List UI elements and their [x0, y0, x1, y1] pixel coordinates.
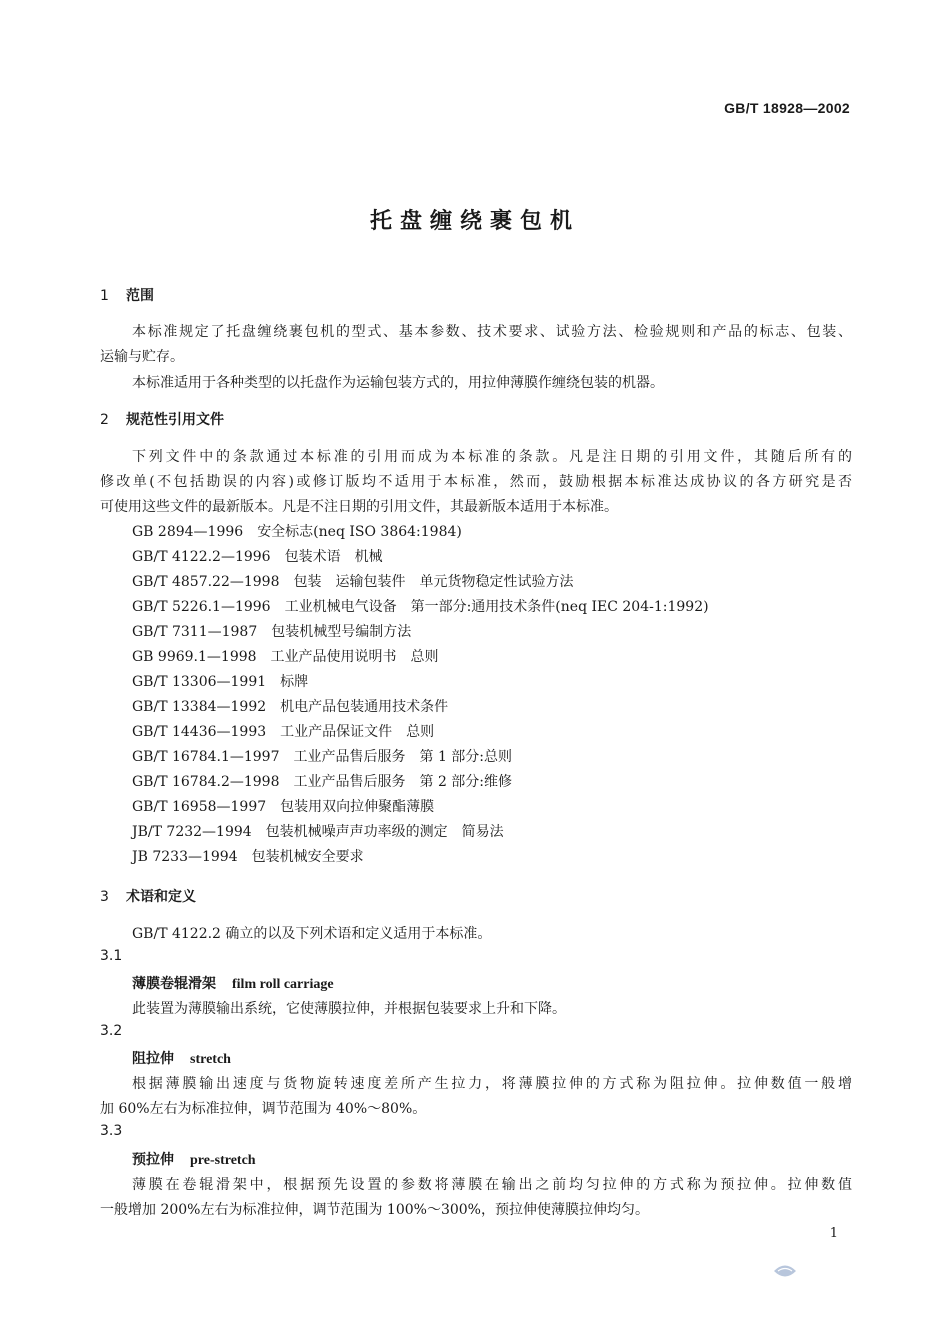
reference-item: GB/T 7311—1987 包装机械型号编制方法 — [132, 624, 412, 640]
section-title: 范围 — [126, 288, 154, 304]
standard-code: GB/T 18928—2002 — [724, 100, 850, 116]
definition-line: 此装置为薄膜输出系统，它使薄膜拉伸，并根据包装要求上升和下降。 — [132, 1001, 566, 1017]
reference-item: JB/T 7232—1994 包装机械噪声声功率级的测定 简易法 — [132, 824, 504, 840]
paragraph-line: GB/T 4122.2 确立的以及下列术语和定义适用于本标准。 — [132, 926, 492, 942]
definition-line: 薄膜在卷辊滑架中，根据预先设置的参数将薄膜在输出之前均匀拉伸的方式称为预拉伸。拉伸数值 — [132, 1177, 852, 1193]
section-3-heading — [100, 886, 196, 906]
definition-line: 根据薄膜输出速度与货物旋转速度差所产生拉力，将薄膜拉伸的方式称为阻拉伸。拉伸数值一般增 — [132, 1076, 852, 1092]
paragraph-line: 本标准规定了托盘缠绕裹包机的型式、基本参数、技术要求、试验方法、检验规则和产品的标志、包装、 — [132, 324, 852, 340]
reference-item: GB 2894—1996 安全标志(neq ISO 3864:1984) — [132, 524, 462, 540]
sac-logo-icon — [772, 1262, 798, 1280]
paragraph-line: 下列文件中的条款通过本标准的引用而成为本标准的条款。凡是注日期的引用文件，其随后所有的 — [132, 449, 852, 465]
definition-line: 加 60%左右为标准拉伸，调节范围为 40%～80%。 — [100, 1101, 427, 1117]
section-title: 规范性引用文件 — [126, 412, 224, 428]
clause-number: 3.3 — [100, 1123, 123, 1139]
reference-item: GB/T 16958—1997 包装用双向拉伸聚酯薄膜 — [132, 799, 435, 815]
reference-item: GB 9969.1—1998 工业产品使用说明书 总则 — [132, 649, 439, 665]
paragraph-line: 可使用这些文件的最新版本。凡是不注日期的引用文件，其最新版本适用于本标准。 — [100, 499, 618, 515]
clause-number: 3.2 — [100, 1023, 123, 1039]
section-title: 术语和定义 — [126, 889, 196, 905]
term-heading: 阻拉伸 stretch — [132, 1051, 231, 1067]
paragraph-line: 修改单(不包括勘误的内容)或修订版均不适用于本标准，然而，鼓励根据本标准达成协议的各方研究是否 — [100, 474, 852, 490]
paragraph-line: 本标准适用于各种类型的以托盘作为运输包装方式的，用拉伸薄膜作缠绕包装的机器。 — [132, 375, 664, 391]
reference-item: JB 7233—1994 包装机械安全要求 — [132, 849, 364, 865]
paragraph-line: 运输与贮存。 — [100, 349, 184, 365]
page-number: 1 — [829, 1226, 838, 1241]
reference-item: GB/T 13306—1991 标牌 — [132, 674, 309, 690]
reference-item: GB/T 4857.22—1998 包装 运输包装件 单元货物稳定性试验方法 — [132, 574, 574, 590]
reference-item: GB/T 4122.2—1996 包装术语 机械 — [132, 549, 383, 565]
section-number: 1 — [100, 288, 109, 304]
section-number: 2 — [100, 412, 109, 428]
section-1-heading — [100, 285, 154, 305]
reference-item: GB/T 5226.1—1996 工业机械电气设备 第一部分:通用技术条件(neq IEC 204-1:1992) — [132, 599, 709, 615]
reference-item: GB/T 16784.2—1998 工业产品售后服务 第 2 部分:维修 — [132, 774, 513, 790]
document-title: 托盘缠绕裹包机 — [369, 209, 580, 234]
term-heading: 预拉伸 pre-stretch — [132, 1152, 256, 1168]
reference-item: GB/T 13384—1992 机电产品包装通用技术条件 — [132, 699, 449, 715]
definition-line: 一般增加 200%左右为标准拉伸，调节范围为 100%～300%，预拉伸使薄膜拉伸均匀。 — [100, 1202, 649, 1218]
section-number: 3 — [100, 889, 109, 905]
section-2-heading — [100, 409, 224, 429]
reference-item: GB/T 14436—1993 工业产品保证文件 总则 — [132, 724, 435, 740]
clause-number: 3.1 — [100, 948, 123, 964]
term-heading: 薄膜卷辊滑架 film roll carriage — [132, 976, 334, 992]
reference-item: GB/T 16784.1—1997 工业产品售后服务 第 1 部分:总则 — [132, 749, 513, 765]
